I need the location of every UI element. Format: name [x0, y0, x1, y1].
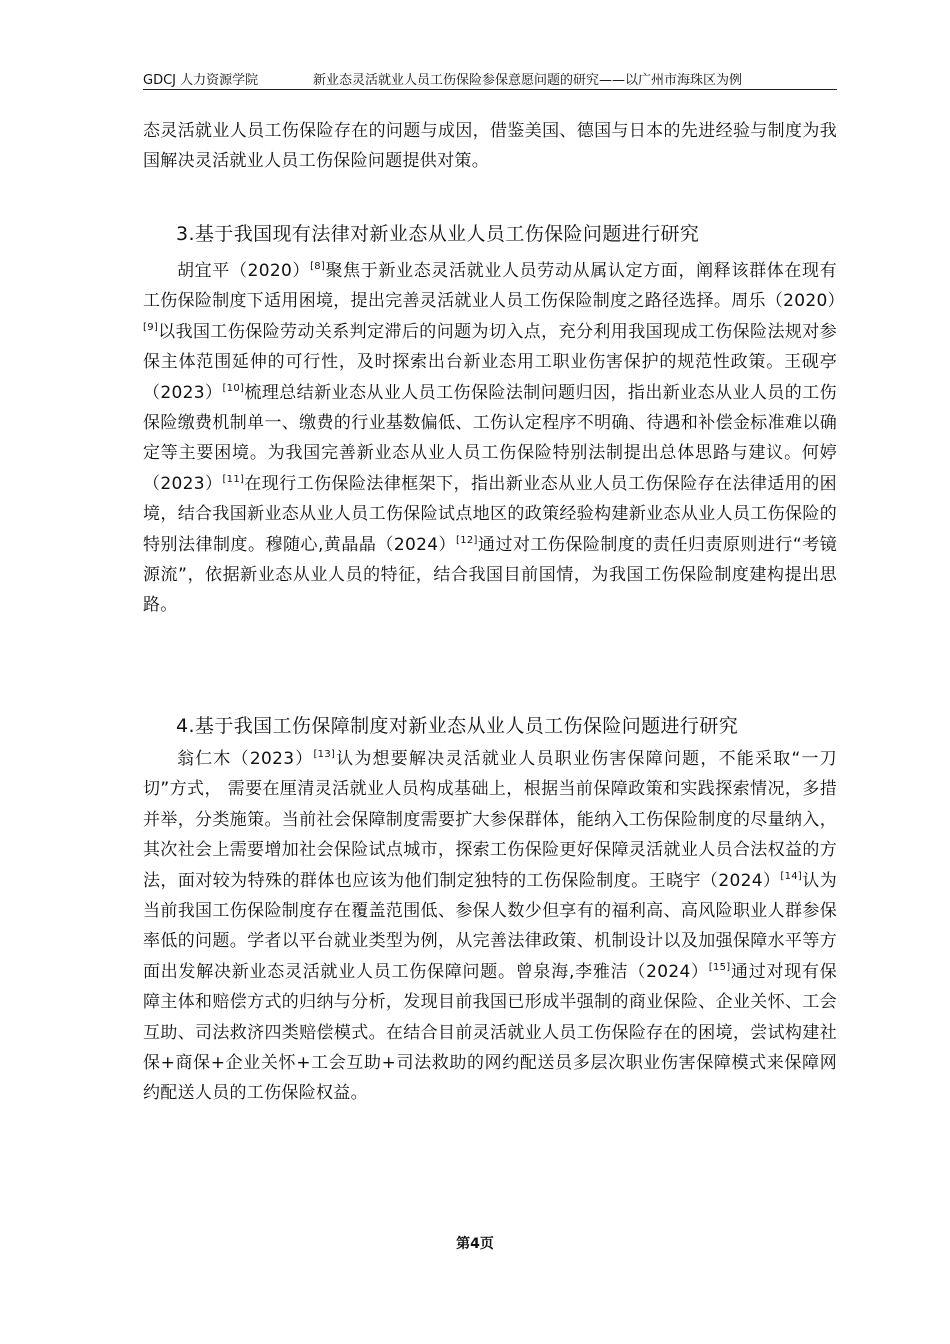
text: 胡宜平（2020）	[177, 261, 311, 281]
citation-12: [12]	[456, 534, 478, 546]
section-4-body	[143, 744, 837, 1109]
header-title: 新业态灵活就业人员工伤保险参保意愿问题的研究——以广州市海珠区为例	[313, 73, 743, 88]
page-header	[143, 67, 837, 90]
citation-13: [13]	[313, 749, 336, 760]
header-school: GDCJ 人力资源学院	[143, 73, 259, 88]
text: 以我国工伤保险劳动关系判定滞后的问题为切入点，充分利用我国现成工伤保险法规对参保主体范围延伸的可行性，及时探索出台新业态用工职业伤害保护的规范性政策。王砚亭（2023）	[143, 321, 837, 403]
citation-10: [10]	[222, 382, 245, 394]
section-3-heading: 3.基于我国现有法律对新业态从业人员工伤保险问题进行研究	[176, 223, 700, 245]
citation-15: [15]	[708, 961, 731, 973]
page-number: 第4页	[456, 1236, 494, 1252]
section-4-heading: 4.基于我国工伤保障制度对新业态从业人员工伤保险问题进行研究	[176, 715, 739, 737]
section-3-paragraph	[143, 256, 845, 621]
citation-8: [8]	[310, 261, 326, 272]
text: 聚焦于新业态灵活就业人员劳动从属认定方面，阐释该群体在现有工伤保险制度下适用困境，提出完善灵活就业人员工伤保险制度之路径选择。周乐（2020）	[143, 261, 845, 312]
text: 通过对现有保障主体和赔偿方式的归纳与分析，发现目前我国已形成半强制的商业保险、企业关怀、工会互助、司法救济四类赔偿模式。在结合目前灵活就业人员工伤保险存在的困境，尝试构建社保+商保+企业关怀+工会互助+司法救助的网约配送员多层次职业伤害保障模式来保障网约配送人员的工伤保险权益。	[143, 961, 837, 1104]
text: 通过对工伤保险制度的责任归责原则进行“考镜源流”，依据新业态从业人员的特征，结合我国目前国情，为我国工伤保险制度建构提出思路。	[143, 534, 837, 616]
intro-paragraph: 态灵活就业人员工伤保险存在的问题与成因，借鉴美国、德国与日本的先进经验与制度为我国解决灵活就业人员工伤保险问题提供对策。	[143, 121, 837, 172]
text: 梳理总结新业态从业人员工伤保险法制问题归因，指出新业态从业人员的工伤保险缴费机制单一、缴费的行业基数偏低、工伤认定程序不明确、待遇和补偿金标准难以确定等主要困境。为我国完善新业态从业人员工伤保险特别法制提出总体思路与建议。何婷（2023）	[143, 382, 837, 494]
citation-9: [9]	[143, 321, 159, 333]
text: 认为当前我国工伤保险制度存在覆盖范围低、参保人数少但享有的福利高、高风险职业人群参保率低的问题。学者以平台就业类型为例，从完善法律政策、机制设计以及加强保障水平等方面出发解决新业态灵活就业人员工伤保障问题。曾泉海,李雅洁（2024）	[143, 870, 837, 982]
citation-11: [11]	[222, 473, 245, 485]
text: 翁仁木（2023）	[177, 749, 314, 769]
citation-14: [14]	[780, 870, 803, 882]
text: 认为想要解决灵活就业人员职业伤害保障问题，不能采取“一刀切”方式， 需要在厘清灵活就业人员构成基础上，根据当前保障政策和实践探索情况，多措并举，分类施策。当前社会保障制度需要扩大参保群体，能纳入工伤保险制度的尽量纳入，其次社会上需要增加社会保险试点城市，探索工伤保险更好保障灵活就业人员合法权益的方法，面对较为特殊的群体也应该为他们制定独特的工伤保险制度。王晓宇（2024）	[143, 749, 837, 891]
text: 在现行工伤保险法律框架下，指出新业态从业人员工伤保险存在法律适用的困境，结合我国新业态从业人员工伤保险试点地区的政策经验构建新业态从业人员工伤保险的特别法律制度。穆随心,黄晶晶（2024）	[143, 473, 837, 555]
